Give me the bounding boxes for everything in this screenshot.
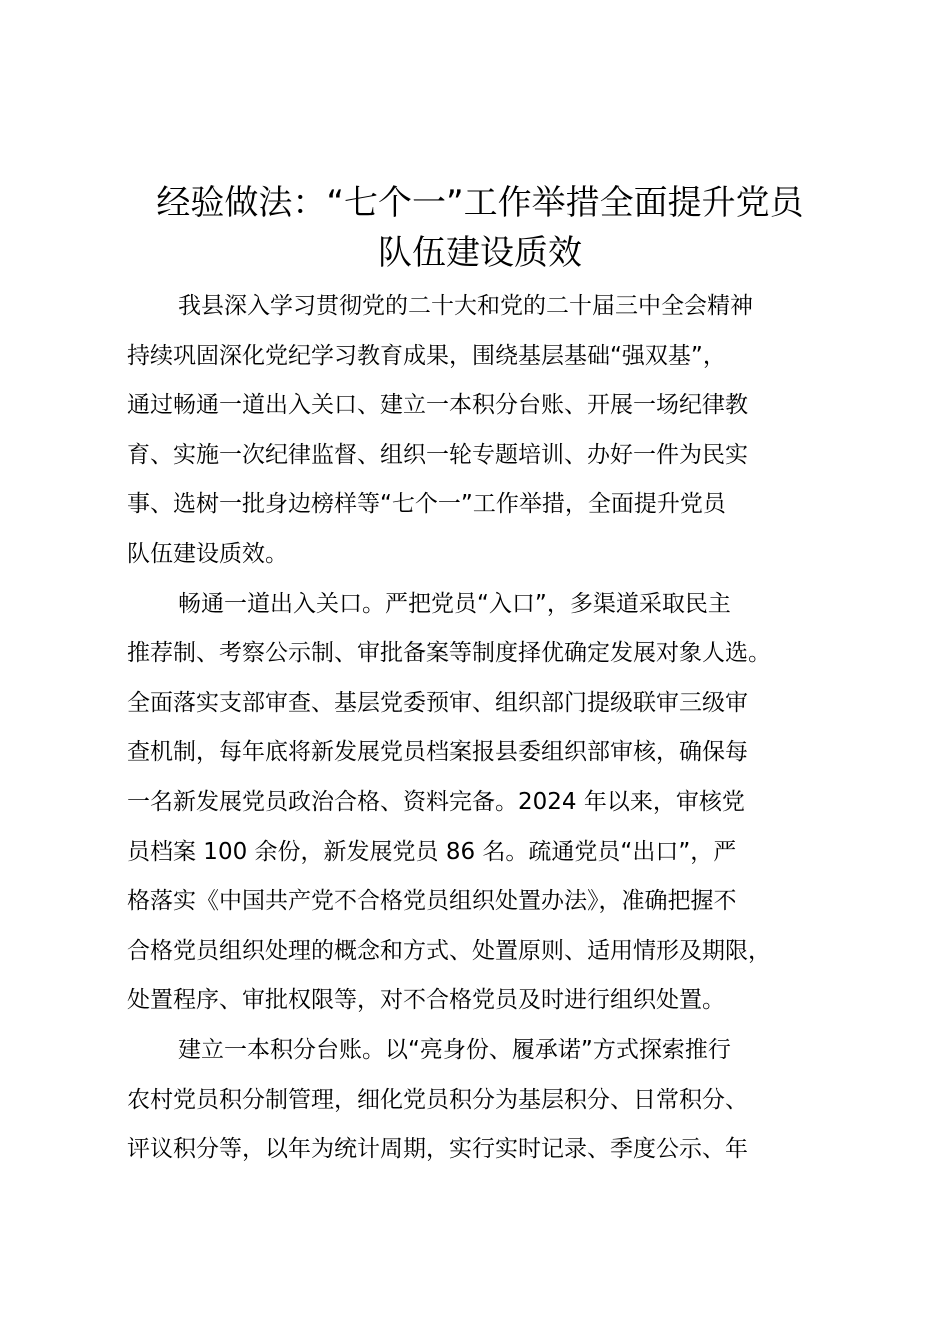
text-line: 合格党员组织处理的概念和方式、处置原则、适用情形及期限，	[127, 937, 771, 964]
paragraph-points-ledger	[127, 1026, 857, 1175]
title-line: 经验做法：“七个一”工作举措全面提升党员	[156, 183, 804, 223]
text-line: 农村党员积分制管理，细化党员积分为基层积分、日常积分、	[127, 1086, 748, 1113]
text-line: 我县深入学习贯彻党的二十大和党的二十届三中全会精神	[178, 293, 753, 319]
text-line: 推荐制、考察公示制、审批备案等制度择优确定发展对象人选。	[127, 640, 771, 667]
text-line: 员档案 100 余份，新发展党员 86 名。疏通党员“出口”，严	[127, 838, 737, 865]
text-line: 事、选树一批身边榜样等“七个一”工作举措，全面提升党员	[127, 491, 726, 518]
text-line: 建立一本积分台账。以“亮身份、履承诺”方式探索推行	[178, 1036, 731, 1063]
title-line: 队伍建设质效	[378, 233, 582, 273]
text-line: 畅通一道出入关口。严把党员“入口”，多渠道采取民主	[178, 590, 731, 617]
text-line: 育、实施一次纪律监督、组织一轮专题培训、办好一件为民实	[127, 441, 748, 468]
text-line: 队伍建设质效。	[127, 540, 288, 567]
text-line: 格落实《中国共产党不合格党员组织处置办法》，准确把握不	[127, 888, 737, 915]
text-line: 持续巩固深化党纪学习教育成果，围绕基层基础“强双基”，	[127, 342, 726, 369]
text-line: 评议积分等，以年为统计周期，实行实时记录、季度公示、年	[127, 1136, 748, 1163]
text-line: 处置程序、审批权限等，对不合格党员及时进行组织处置。	[127, 987, 725, 1014]
text-line: 查机制，每年底将新发展党员档案报县委组织部审核，确保每	[127, 739, 748, 766]
text-line: 一名新发展党员政治合格、资料完备。2024 年以来，审核党	[127, 788, 745, 815]
text-line: 通过畅通一道出入关口、建立一本积分台账、开展一场纪律教	[127, 392, 748, 419]
paragraph-entry-exit	[127, 580, 857, 1026]
document-body	[127, 282, 857, 1175]
text-line: 全面落实支部审查、基层党委预审、组织部门提级联审三级审	[127, 689, 748, 716]
document-title	[90, 178, 870, 278]
paragraph-intro	[127, 282, 857, 580]
